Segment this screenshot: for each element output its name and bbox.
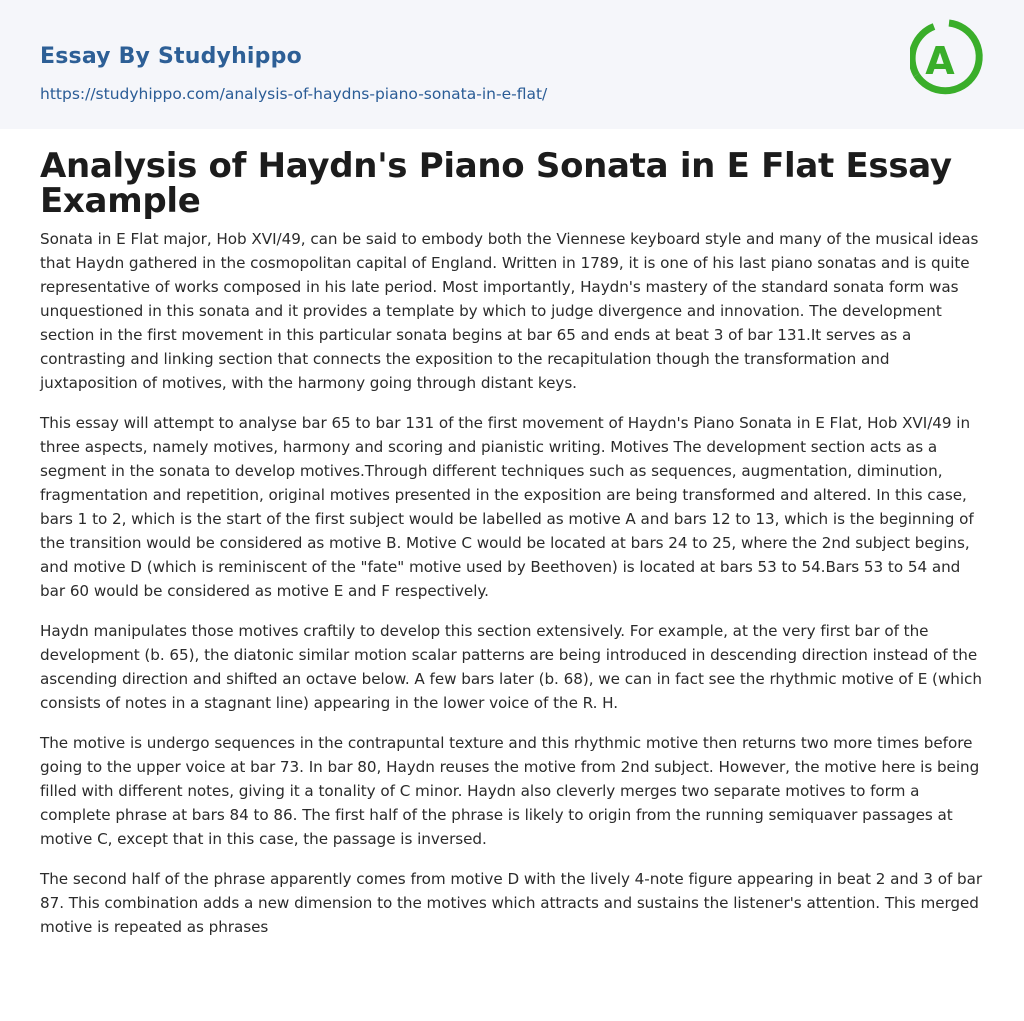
article-paragraph: Sonata in E Flat major, Hob XVI/49, can be said to embody both the Viennese keyboard style and many of the musical ideas that Haydn gathered in the cosmopolitan capital of England. Written in 1789, it is one of his last piano sonatas and is quite representative of works composed in his late period. Most importantly, Haydn's mastery of the standard sonata form was unquestioned in this sonata and it provides a template by which to judge divergence and innovation. The development section in the first movement in this particular sonata begins at bar 65 and ends at beat 3 of bar 131.It serves as a contrasting and linking section that connects the exposition to the recapitulation though the transformation and juxtaposition of motives, with the harmony going through distant keys.	[40, 230, 979, 392]
source-url-link[interactable]: https://studyhippo.com/analysis-of-haydns-piano-sonata-in-e-flat/	[40, 85, 548, 103]
site-brand[interactable]: Essay By Studyhippo	[40, 44, 302, 69]
article-paragraph: This essay will attempt to analyse bar 65 to bar 131 of the first movement of Haydn's Piano Sonata in E Flat, Hob XVI/49 in three aspects, namely motives, harmony and scoring and pianistic writing. Motives The development section acts as a segment in the sonata to develop motives.Through different techniques such as sequences, augmentation, diminution, fragmentation and repetition, original motives presented in the exposition are being transformed and altered. In this case, bars 1 to 2, which is the start of the first subject would be labelled as motive A and bars 12 to 13, which is the beginning of the transition would be considered as motive B. Motive C would be located at bars 24 to 25, where the 2nd subject begins, and motive D (which is reminiscent of the "fate" motive used by Beethoven) is located at bars 53 to 54.Bars 53 to 54 and bar 60 would be considered as motive E and F respectively.	[40, 414, 974, 600]
site-header	[0, 0, 1024, 129]
article-paragraph: Haydn manipulates those motives craftily to develop this section extensively. For example, at the very first bar of the development (b. 65), the diatonic similar motion scalar patterns are being introduced in descending direction instead of the ascending direction and shifted an octave below. A few bars later (b. 68), we can in fact see the rhythmic motive of E (which consists of notes in a stagnant line) appearing in the lower voice of the R. H.	[40, 622, 982, 712]
studyhippo-logo-icon[interactable]	[910, 17, 988, 107]
page-title: Analysis of Haydn's Piano Sonata in E Flat Essay Example	[40, 146, 952, 221]
article-paragraph: The second half of the phrase apparently comes from motive D with the lively 4-note figure appearing in beat 2 and 3 of bar 87. This combination adds a new dimension to the motives which attracts and sustains the listener's attention. This merged motive is repeated as phrases	[40, 870, 983, 936]
article-paragraph: The motive is undergo sequences in the contrapuntal texture and this rhythmic motive then returns two more times before going to the upper voice at bar 73. In bar 80, Haydn reuses the motive from 2nd subject. However, the motive here is being filled with different notes, giving it a tonality of C minor. Haydn also cleverly merges two separate motives to form a complete phrase at bars 84 to 86. The first half of the phrase is likely to origin from the running semiquaver passages at motive C, except that in this case, the passage is inversed.	[40, 734, 980, 848]
logo-letter: A	[925, 39, 955, 83]
article	[0, 146, 1024, 939]
